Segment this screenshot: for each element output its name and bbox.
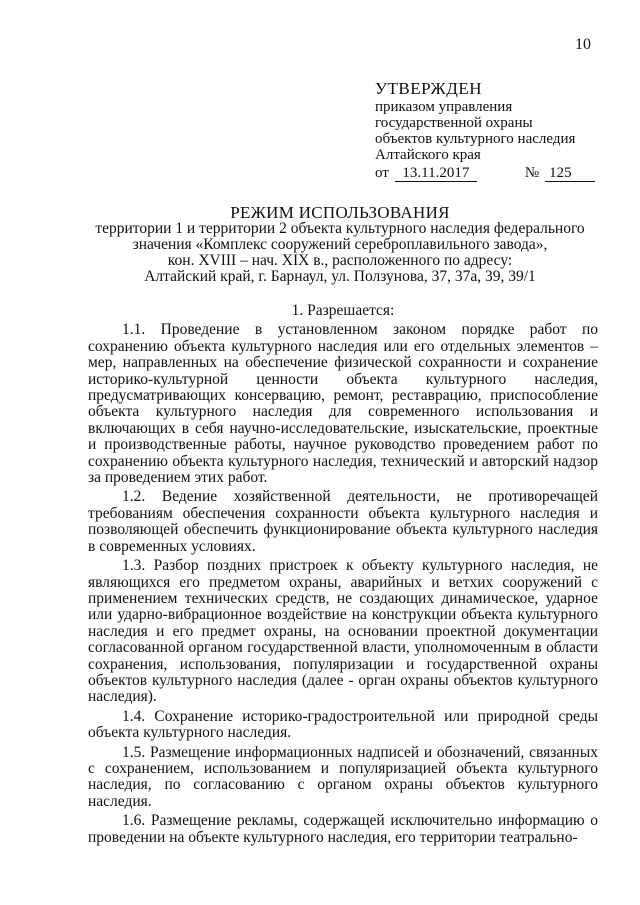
- approval-block: [375, 81, 595, 182]
- paragraph-1-2: 1.2. Ведение хозяйственной деятельности, не противоречащей требованиям обеспечения сохранности объекта культурного наследия и позволяющей обеспечить функционирование объекта культурного наследия в современных условиях.: [88, 488, 598, 555]
- date-prefix: от: [375, 165, 389, 181]
- heading-line: Алтайский край, г. Барнаул, ул. Ползунова, 37, 37а, 39, 39/1: [144, 268, 536, 285]
- approval-line: объектов культурного наследия: [375, 131, 576, 147]
- heading-line: территории 1 и территории 2 объекта культурного наследия федерального: [95, 220, 585, 237]
- paragraph-1-3: 1.3. Разбор поздних пристроек к объекту культурного наследия, не являющихся его предметом охраны, аварийных и ветхих сооружений с применением технических средств, не создающих динамическое, ударное или ударно-вибрационное воздействие на конструкции объекта культурного наследия и его предмет охраны, на основании проектной документации согласованной органом государственной власти, уполномоченным в области сохранения, использования, популяризации и государственной охраны объектов культурного наследия (далее - орган охраны объектов культурного наследия).: [88, 557, 598, 706]
- paragraph-1-1: 1.1. Проведение в установленном законом порядке работ по сохранению объекта культурного наследия или его отдельных элементов – мер, направленных на обеспечение физической сохранности и сохранение историко-культурной ценности объекта культурного наследия, предусматривающих консервацию, ремонт, реставрацию, приспособление объекта культурного наследия для современного использования и включающих в себя научно-исследовательские, изыскательские, проектные и производственные работы, научное руководство проведением работ по сохранению объекта культурного наследия, технический и авторский надзор за проведением этих работ.: [88, 321, 598, 487]
- heading-line: значения «Комплекс сооружений сереброплавильного завода»,: [132, 236, 548, 253]
- section-heading: 1. Разрешается:: [291, 302, 395, 319]
- paragraph-1-4: 1.4. Сохранение историко-градостроительной или природной среды объекта культурного наследия.: [88, 707, 598, 742]
- paragraph-1-5: 1.5. Размещение информационных надписей и обозначений, связанных с сохранением, использованием и популяризацией объекта культурного наследия, по согласованию с органом охраны объектов культурного наследия.: [88, 743, 598, 810]
- paragraph-1-6: 1.6. Размещение рекламы, содержащей исключительно информацию о проведении на объекте культурного наследия, его территории театрально-: [88, 812, 598, 846]
- document-heading: [70, 205, 610, 285]
- document-title: РЕЖИМ ИСПОЛЬЗОВАНИЯ: [230, 203, 450, 222]
- approval-date-row: [375, 165, 595, 182]
- page-number: 10: [575, 36, 591, 53]
- heading-line: кон. XVIII – нач. XIX в., расположенного по адресу:: [167, 252, 513, 269]
- approval-line: приказом управления: [375, 99, 513, 115]
- approval-line: Алтайского края: [375, 147, 481, 163]
- approval-title: УТВЕРЖДЕН: [375, 79, 482, 98]
- number-prefix: №: [524, 165, 540, 181]
- document-body: [88, 303, 598, 849]
- approval-number: 125: [545, 165, 595, 182]
- approval-line: государственной охраны: [375, 115, 533, 131]
- approval-date: 13.11.2017: [395, 165, 477, 182]
